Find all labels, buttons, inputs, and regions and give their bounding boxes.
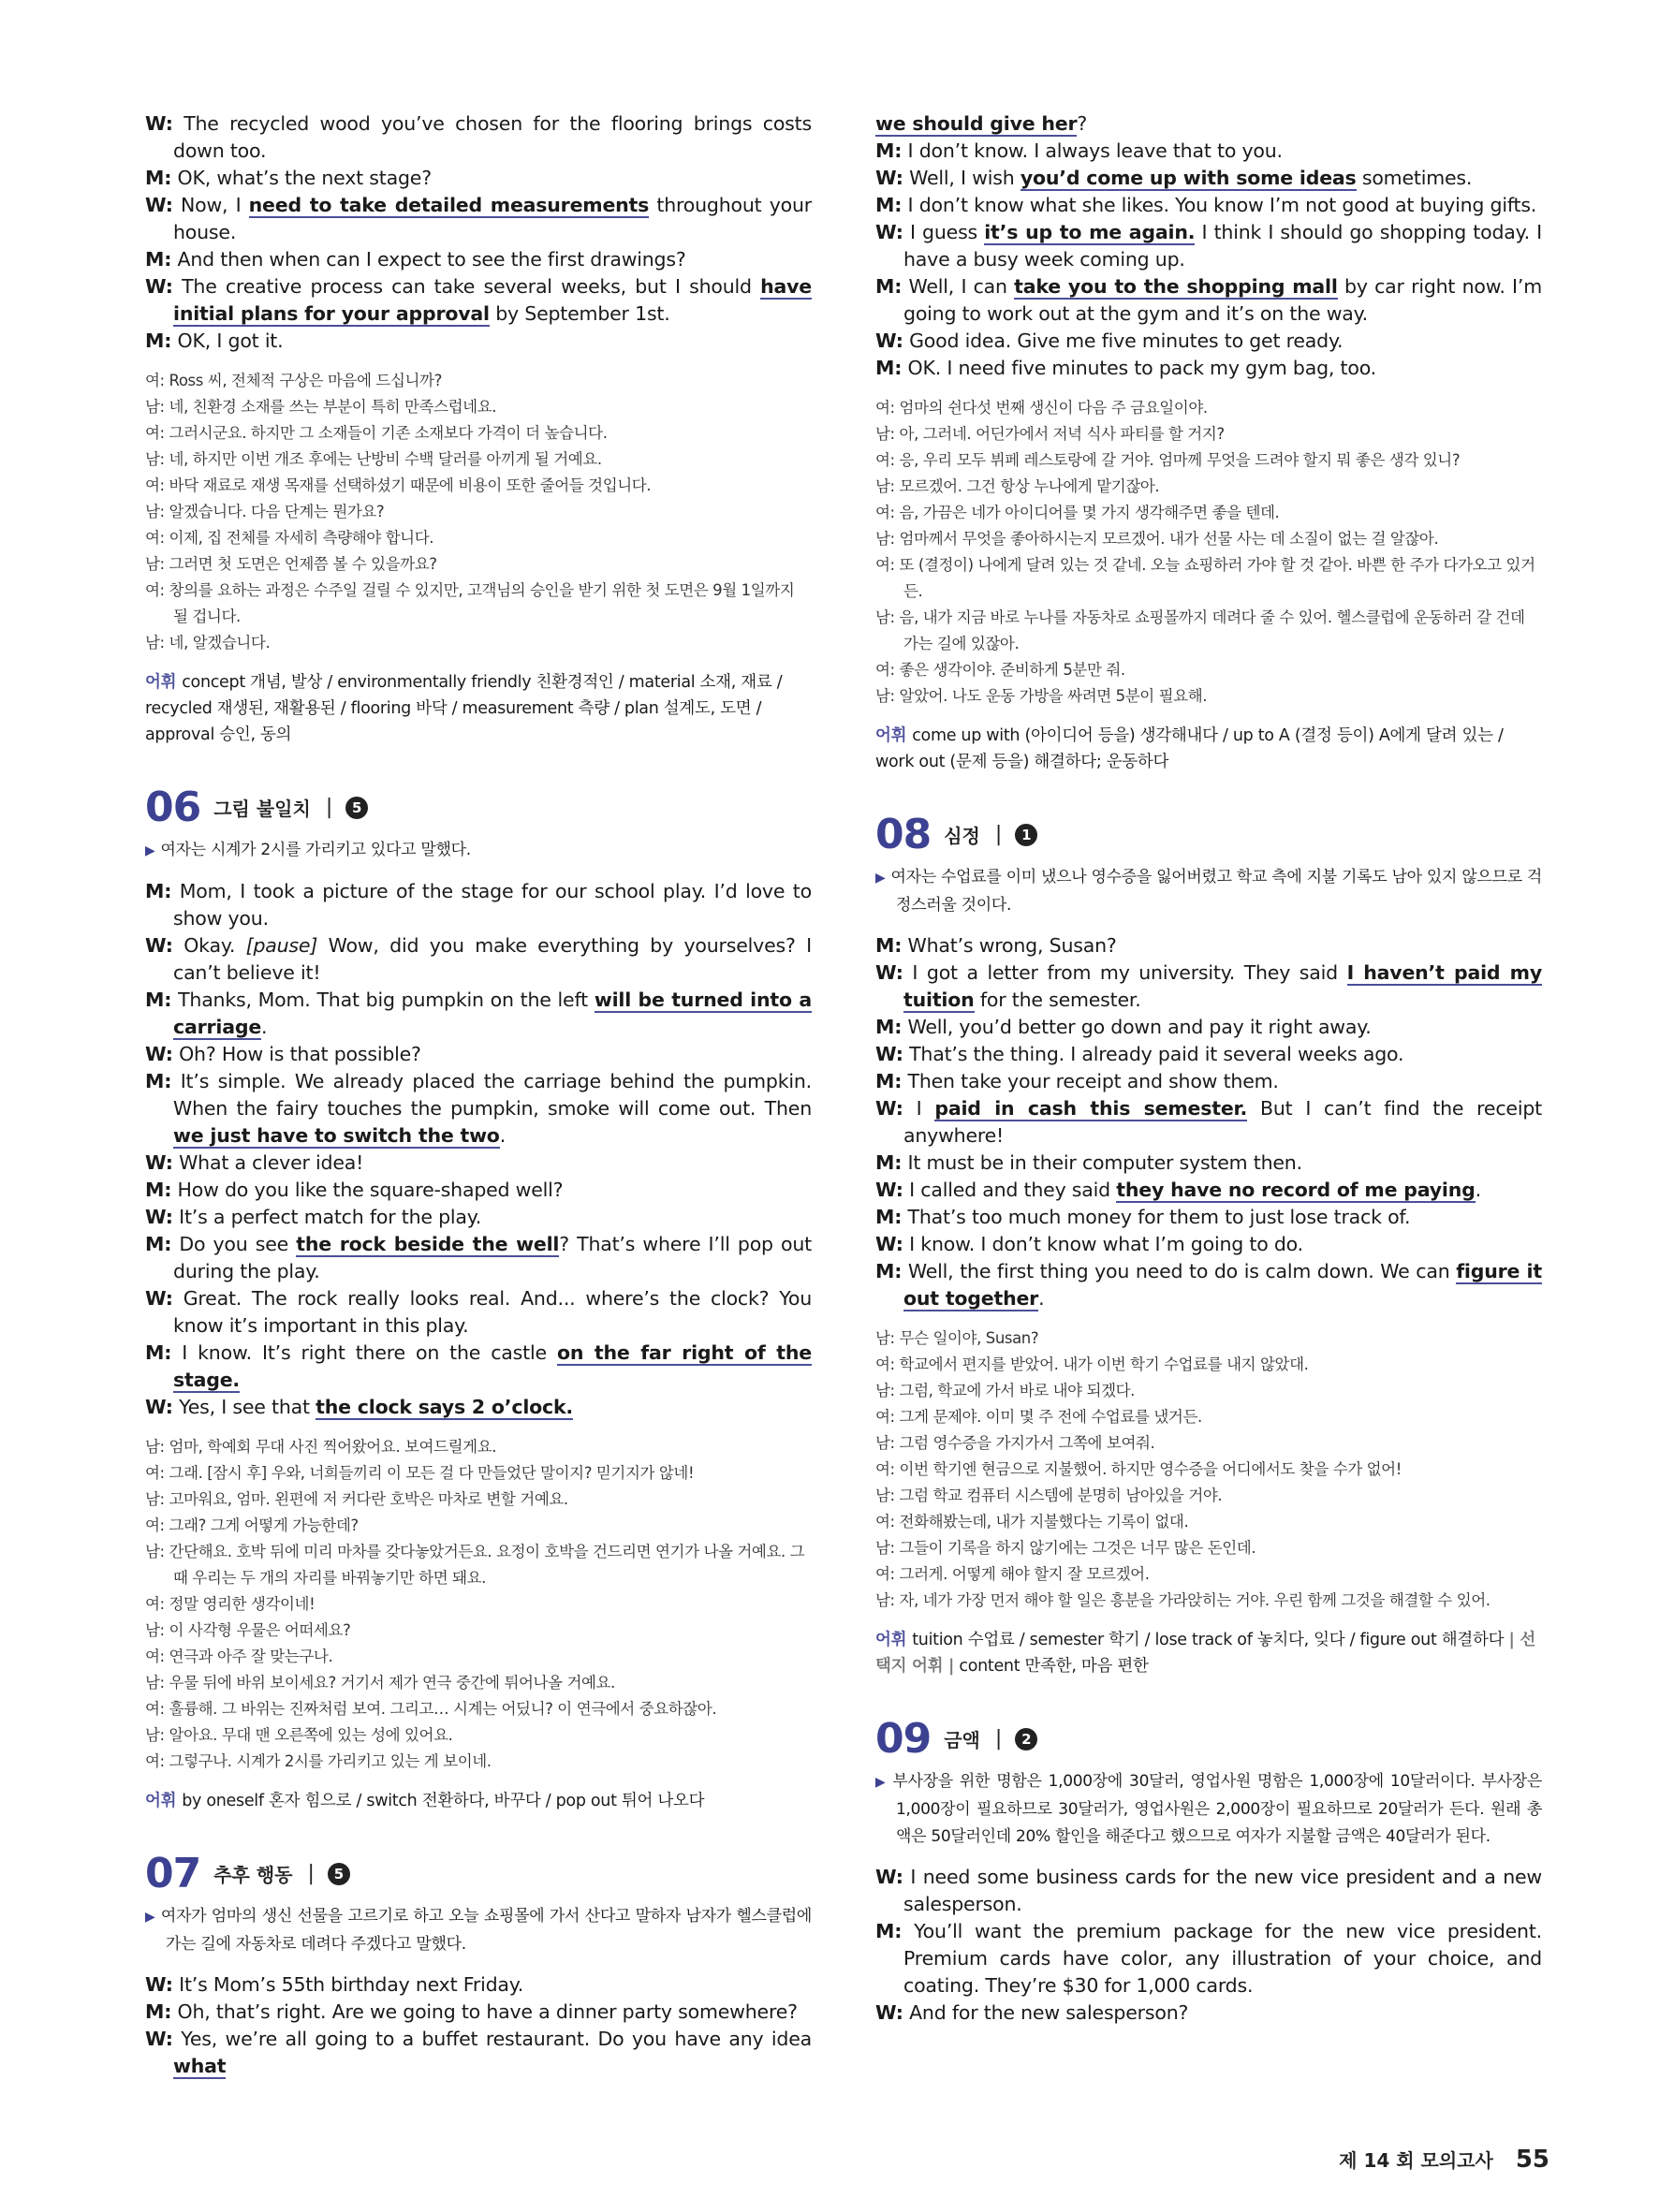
dialogue-line <box>145 273 812 328</box>
dialogue-text: Oh, that’s right. Are we going to have a dinner party somewhere? <box>177 2000 798 2023</box>
divider: | <box>307 1862 315 1885</box>
dialogue-line <box>875 1095 1542 1150</box>
speaker-label: W: <box>875 167 903 189</box>
speaker-label: M: <box>875 275 903 298</box>
translation-line: 남: 우물 뒤에 바위 보이세요? 거기서 제가 연극 중간에 튀어나올 거예요. <box>145 1674 615 1692</box>
dialogue-line <box>875 219 1542 273</box>
speaker-label: W: <box>145 112 173 135</box>
page-footer <box>1339 2146 1549 2174</box>
dialogue-line <box>875 273 1542 328</box>
explanation-text: 여자는 시계가 2시를 가리키고 있다고 말했다. <box>160 841 471 859</box>
dialogue-line <box>145 1150 812 1177</box>
dialogue-line <box>875 1068 1542 1095</box>
dialogue-text: ? That’s where I’ll pop out during the play. <box>173 1233 812 1282</box>
translation-line: 여: 그러게. 어떻게 해야 할지 잘 모르겠어. <box>875 1565 1150 1583</box>
exam-label: 제 14 회 모의고사 <box>1339 2149 1493 2172</box>
translation-line: 남: 네, 친환경 소재를 쓰는 부분이 특히 만족스럽네요. <box>145 398 497 416</box>
section-09-heading <box>875 1715 1542 1763</box>
section-09-explanation <box>875 1768 1542 1851</box>
translation-line: 여: 이제, 집 전체를 자세히 측량해야 합니다. <box>145 529 434 547</box>
underlined-phrase: the clock says 2 o’clock. <box>316 1396 574 1418</box>
dialogue-text: It’s simple. We already placed the carriage behind the pumpkin. When the fairy touches the pumpkin, smoke will come out. Then <box>173 1070 812 1120</box>
speaker-label: W: <box>145 1206 173 1228</box>
dialogue-text: Wow, did you make everything by yourselves? I can’t believe it! <box>173 934 812 984</box>
dialogue-line <box>875 165 1542 192</box>
dialogue-line <box>145 2026 812 2080</box>
translation-line: 남: 그러면 첫 도면은 언제쯤 볼 수 있을까요? <box>145 555 437 573</box>
dialogue-line <box>875 355 1542 382</box>
dialogue-text: It must be in their computer system then. <box>907 1151 1302 1174</box>
answer-badge: 5 <box>345 797 368 819</box>
dialogue-line <box>145 932 812 987</box>
section-06-heading <box>145 784 812 831</box>
dialogue-text: I <box>916 1097 935 1120</box>
dialogue-line <box>875 960 1542 1014</box>
dialogue-text: I know. It’s right there on the castle <box>182 1341 557 1364</box>
speaker-label: M: <box>145 1070 172 1092</box>
divider: | <box>325 796 333 819</box>
divider: | <box>994 1727 1003 1751</box>
dialogue-line <box>875 2000 1542 2027</box>
translation-line: 남: 음, 내가 지금 바로 누나를 자동차로 쇼핑몰까지 데려다 줄 수 있어. 헬스클럽에 운동하러 갈 건데 가는 길에 있잖아. <box>875 608 1525 652</box>
translation-line: 여: 바닥 재료로 재생 목재를 선택하셨기 때문에 비용이 또한 줄어들 것입니다. <box>145 476 652 494</box>
speaker-label: M: <box>145 1341 172 1364</box>
answer-badge: 1 <box>1015 824 1037 846</box>
dialogue-text: What a clever idea! <box>179 1151 364 1174</box>
translation-line: 여: 연극과 아주 잘 맞는구나. <box>145 1648 333 1665</box>
dialogue-text: Thanks, Mom. That big pumpkin on the left <box>178 989 595 1011</box>
divider: | <box>994 823 1003 846</box>
section-title: 심정 <box>944 825 980 847</box>
speaker-label: M: <box>145 1179 172 1201</box>
translation-line: 남: 무슨 일이야, Susan? <box>875 1329 1039 1347</box>
underlined-phrase: will be turned into a carriage <box>173 989 812 1038</box>
section-08-korean <box>875 1326 1542 1614</box>
dialogue-text: Oh? How is that possible? <box>179 1043 421 1065</box>
dialogue-text: It’s a perfect match for the play. <box>179 1206 482 1228</box>
dialogue-text: It’s Mom’s 55th birthday next Friday. <box>179 1973 524 1996</box>
vocab-text-b: content 만족한, 마음 편한 <box>959 1657 1149 1676</box>
intro-korean <box>145 368 812 656</box>
section-06-vocab: 어휘 by oneself 혼자 힘으로 / switch 전환하다, 바꾸다 / pop out 튀어 나오다 <box>145 1792 705 1810</box>
translation-line: 남: 엄마께서 무엇을 좋아하시는지 모르겠어. 내가 선물 사는 데 소질이 없는 걸 알잖아. <box>875 530 1439 548</box>
speaker-label: M: <box>875 1151 903 1174</box>
dialogue-line <box>145 1971 812 1999</box>
speaker-label: W: <box>145 934 173 957</box>
dialogue-text: That’s the thing. I already paid it several weeks ago. <box>909 1043 1404 1065</box>
translation-line: 남: 이 사각형 우물은 어떠세요? <box>145 1621 351 1639</box>
triangle-icon: ▶ <box>145 843 155 858</box>
section-07-explanation <box>145 1903 812 1958</box>
dialogue-line <box>875 1918 1542 2000</box>
translation-line: 남: 알아요. 무대 맨 오른쪽에 있는 성에 있어요. <box>145 1726 453 1744</box>
translation-line: 남: 그들이 기록을 하지 않기에는 그것은 너무 많은 돈인데. <box>875 1539 1256 1557</box>
dialogue-text: . <box>1038 1287 1045 1310</box>
translation-line: 남: 네, 하지만 이번 개조 후에는 난방비 수백 달러를 아끼게 될 거예요. <box>145 450 602 468</box>
section-08-explanation <box>875 864 1542 919</box>
dialogue-text: [pause] <box>245 934 318 957</box>
translation-line: 남: 그럼 학교 컴퓨터 시스템에 분명히 남아있을 거야. <box>875 1487 1223 1504</box>
explanation-text: 부사장을 위한 명함은 1,000장에 30달러, 영업사원 명함은 1,000장에 10달러이다. 부사장은 1,000장이 필요하므로 30달러가, 영업사원은 2,000장이 필요하므로 20달러가 든다. 원래 총액은 50달러인데 20% 할인을 해준다고 했으므로 여자가 지불할 금액은 40달러가 된다. <box>892 1772 1543 1846</box>
translation-line: 남: 간단해요. 호박 뒤에 미리 마차를 갖다놓았거든요. 요정이 호박을 건드리면 연기가 나올 거예요. 그때 우리는 두 개의 자리를 바꿔놓기만 하면 돼요. <box>145 1543 805 1587</box>
dialogue-text: And for the new salesperson? <box>909 2001 1189 2024</box>
dialogue-line <box>875 1177 1542 1204</box>
speaker-label: W: <box>875 221 903 243</box>
dialogue-text: by September 1st. <box>489 302 670 325</box>
speaker-label: W: <box>875 1233 903 1255</box>
underlined-phrase: we just have to switch the two <box>173 1124 500 1147</box>
speaker-label: M: <box>145 167 172 189</box>
dialogue-text: OK, what’s the next stage? <box>177 167 432 189</box>
translation-line: 남: 네, 알겠습니다. <box>145 634 271 652</box>
speaker-label: W: <box>145 275 173 298</box>
section-title: 추후 행동 <box>213 1864 293 1886</box>
speaker-label: W: <box>875 1179 903 1201</box>
speaker-label: M: <box>145 989 172 1011</box>
underlined-phrase: what <box>173 2055 227 2077</box>
dialogue-line <box>145 1231 812 1285</box>
speaker-label: M: <box>875 1206 903 1228</box>
underlined-phrase: it’s up to me again. <box>984 221 1196 243</box>
speaker-label: W: <box>145 1396 173 1418</box>
vocab-tag: 어휘 <box>145 673 177 692</box>
dialogue-text: Yes, we’re all going to a buffet restaurant. Do you have any idea <box>181 2028 812 2050</box>
translation-line: 남: 그럼 영수증을 가지가서 그쪽에 보여줘. <box>875 1434 1155 1452</box>
dialogue-text: I got a letter from my university. They said <box>912 961 1347 984</box>
speaker-label: M: <box>875 1070 903 1092</box>
dialogue-text: Well, I can <box>908 275 1015 298</box>
translation-line: 여: 전화해봤는데, 내가 지불했다는 기록이 없대. <box>875 1513 1189 1531</box>
dialogue-text: Well, I wish <box>909 167 1021 189</box>
section-title: 그림 불일치 <box>213 798 311 820</box>
underlined-phrase: figure it out together <box>903 1260 1542 1310</box>
dialogue-text: Mom, I took a picture of the stage for our school play. I’d love to show you. <box>173 880 812 930</box>
dialogue-text: I guess <box>910 221 985 243</box>
dialogue-line <box>875 192 1542 219</box>
section-06-korean <box>145 1434 812 1775</box>
dialogue-text: And then when can I expect to see the first drawings? <box>177 248 686 271</box>
translation-line: 여: 엄마의 쉰다섯 번째 생신이 다음 주 금요일이야. <box>875 399 1208 417</box>
dialogue-text: How do you like the square-shaped well? <box>177 1179 564 1201</box>
vocab-tag: 어휘 <box>875 726 907 745</box>
underlined-phrase: the rock beside the well <box>296 1233 560 1255</box>
section-07-heading <box>145 1850 812 1897</box>
dialogue-text: by car right now. I’m going to work out at the gym and it’s on the way. <box>903 275 1542 325</box>
dialogue-text: Yes, I see that <box>179 1396 316 1418</box>
dialogue-line <box>145 1285 812 1340</box>
dialogue-text: I don’t know. I always leave that to you. <box>907 139 1283 162</box>
dialogue-line <box>875 110 1542 138</box>
speaker-label: M: <box>145 2000 172 2023</box>
dialogue-text: . <box>499 1124 507 1147</box>
dialogue-line <box>145 1394 812 1421</box>
section-09-dialogue <box>875 1864 1542 2027</box>
dialogue-line <box>145 110 812 165</box>
speaker-label: W: <box>875 2001 903 2024</box>
speaker-label: M: <box>145 1233 172 1255</box>
dialogue-line <box>145 1340 812 1394</box>
dialogue-line <box>875 932 1542 960</box>
dialogue-line <box>875 1014 1542 1041</box>
vocab-tag: 어휘 <box>145 1792 177 1810</box>
translation-line: 여: 훌륭해. 그 바위는 진짜처럼 보여. 그리고… 시계는 어딨니? 이 연극에서 중요하잖아. <box>145 1700 717 1718</box>
translation-line: 여: 이번 학기엔 현금으로 지불했어. 하지만 영수증을 어디에서도 찾을 수가 없어! <box>875 1460 1402 1478</box>
dialogue-text: OK. I need five minutes to pack my gym bag, too. <box>907 357 1376 379</box>
dialogue-text: sometimes. <box>1356 167 1473 189</box>
translation-line: 남: 알았어. 나도 운동 가방을 싸려면 5분이 필요해. <box>875 687 1208 705</box>
section-06-explanation <box>145 837 812 865</box>
section-number: 08 <box>875 811 932 858</box>
speaker-label: M: <box>875 1260 903 1282</box>
dialogue-line <box>875 1258 1542 1312</box>
speaker-label: W: <box>875 961 903 984</box>
translation-line: 남: 엄마, 학예회 무대 사진 찍어왔어요. 보여드릴게요. <box>145 1438 497 1456</box>
section-number: 06 <box>145 784 201 831</box>
speaker-label: M: <box>875 194 903 216</box>
dialogue-line <box>145 1999 812 2026</box>
speaker-label: W: <box>145 1043 173 1065</box>
dialogue-text: Well, the first thing you need to do is calm down. We can <box>907 1260 1457 1282</box>
dialogue-text: What’s wrong, Susan? <box>907 934 1117 957</box>
dialogue-line <box>145 987 812 1041</box>
dialogue-text: I don’t know what she likes. You know I’m not good at buying gifts. <box>907 194 1537 216</box>
translation-line: 남: 아, 그러네. 어딘가에서 저녁 식사 파티를 할 거지? <box>875 425 1225 443</box>
translation-line: 남: 그럼, 학교에 가서 바로 내야 되겠다. <box>875 1382 1136 1399</box>
dialogue-line <box>875 138 1542 165</box>
translation-line: 남: 모르겠어. 그건 항상 누나에게 맡기잖아. <box>875 477 1160 495</box>
dialogue-text: The recycled wood you’ve chosen for the flooring brings costs down too. <box>173 112 812 162</box>
dialogue-text: I think I should go shopping today. I have a busy week coming up. <box>903 221 1542 271</box>
section-number: 07 <box>145 1850 201 1897</box>
translation-line: 여: Ross 씨, 전체적 구상은 마음에 드십니까? <box>145 372 442 389</box>
dialogue-line <box>875 1864 1542 1918</box>
speaker-label: W: <box>875 1097 903 1120</box>
dialogue-line <box>145 878 812 932</box>
dialogue-text: throughout your house. <box>173 194 812 243</box>
translation-line: 여: 그러시군요. 하지만 그 소재들이 기존 소재보다 가격이 더 높습니다. <box>145 424 608 442</box>
section-title: 금액 <box>944 1729 980 1751</box>
translation-line: 남: 알겠습니다. 다음 단계는 뭔가요? <box>145 503 385 520</box>
speaker-label: M: <box>145 330 172 352</box>
speaker-label: W: <box>875 1866 903 1888</box>
dialogue-line <box>145 1204 812 1231</box>
intro-dialogue <box>145 110 812 355</box>
speaker-label: W: <box>145 1151 173 1174</box>
dialogue-line <box>875 1041 1542 1068</box>
speaker-label: W: <box>875 330 903 352</box>
left-column <box>145 110 812 2080</box>
translation-line: 여: 그래. [잠시 후] 우와, 너희들끼리 이 모든 걸 다 만들었단 말이지? 믿기지가 않네! <box>145 1464 695 1482</box>
dialogue-text: I need some business cards for the new vice president and a new salesperson. <box>903 1866 1542 1915</box>
dialogue-text: . <box>261 1016 268 1038</box>
section-08-dialogue <box>875 932 1542 1312</box>
vocab-tag: 어휘 <box>875 1631 907 1649</box>
explanation-text: 여자는 수업료를 이미 냈으나 영수증을 잃어버렸고 학교 측에 지불 기록도 남아 있지 않으므로 걱정스러울 것이다. <box>890 868 1542 915</box>
intro-vocab: 어휘 concept 개념, 발상 / environmentally friendly 친환경적인 / material 소재, 재료 / recycled 재생된, 재활용된 / flooring 바닥 / measurement 측량 / plan 설계도, 도면 / approval 승인, 동의 <box>145 673 783 744</box>
dialogue-text: Good idea. Give me five minutes to get ready. <box>909 330 1344 352</box>
underlined-phrase: paid in cash this semester. <box>934 1097 1248 1120</box>
translation-line: 여: 창의를 요하는 과정은 수주일 걸릴 수 있지만, 고객님의 승인을 받기 위한 첫 도면은 9월 1일까지 될 겁니다. <box>145 581 795 625</box>
translation-line: 여: 그게 문제야. 이미 몇 주 전에 수업료를 냈거든. <box>875 1408 1202 1426</box>
speaker-label: M: <box>875 357 903 379</box>
dialogue-text: Now, I <box>181 194 249 216</box>
translation-line: 남: 자, 네가 가장 먼저 해야 할 일은 흥분을 가라앉히는 거야. 우린 함께 그것을 해결할 수 있어. <box>875 1591 1490 1609</box>
section-07-vocab: 어휘 come up with (아이디어 등을) 생각해내다 / up to A (결정 등이) A에게 달려 있는 / work out (문제 등을) 해결하다; 운동하다 <box>875 726 1504 771</box>
speaker-label: W: <box>875 1043 903 1065</box>
section-07-dialogue-continued <box>875 110 1542 382</box>
dialogue-line <box>145 1068 812 1150</box>
dialogue-text: That’s too much money for them to just lose track of. <box>907 1206 1411 1228</box>
dialogue-line <box>875 1204 1542 1231</box>
section-08-vocab <box>875 1627 1542 1679</box>
dialogue-text: You’ll want the premium package for the new vice president. Premium cards have color, any illustration of your choice, and coating. They’re $30 for 1,000 cards. <box>903 1920 1542 1997</box>
underlined-phrase: I haven’t paid my tuition <box>903 961 1542 1011</box>
choice-vocab-label: | 선택지 어휘 | <box>875 1631 1535 1676</box>
right-column <box>875 110 1542 2027</box>
dialogue-text: OK, I got it. <box>177 330 284 352</box>
dialogue-text: for the semester. <box>974 989 1141 1011</box>
dialogue-text: The creative process can take several weeks, but I should <box>182 275 761 298</box>
section-number: 09 <box>875 1715 932 1763</box>
speaker-label: M: <box>145 248 172 271</box>
translation-line: 여: 정말 영리한 생각이네! <box>145 1595 316 1613</box>
translation-line: 여: 또 (결정이) 나에게 달려 있는 것 같네. 오늘 쇼핑하러 가야 할 것 같아. 바쁜 한 주가 다가오고 있거든. <box>875 556 1535 600</box>
speaker-label: W: <box>145 1287 173 1310</box>
section-07-korean <box>875 395 1542 710</box>
dialogue-text: . <box>1475 1179 1481 1201</box>
translation-line: 여: 응, 우리 모두 뷔페 레스토랑에 갈 거야. 엄마께 무엇을 드려야 할지 뭐 좋은 생각 있니? <box>875 451 1461 469</box>
dialogue-text: I know. I don’t know what I’m going to do. <box>909 1233 1303 1255</box>
underlined-phrase: we should give her <box>875 112 1078 135</box>
section-07-dialogue <box>145 1971 812 2080</box>
dialogue-text: Well, you’d better go down and pay it right away. <box>907 1016 1372 1038</box>
dialogue-line <box>145 165 812 192</box>
dialogue-line <box>145 328 812 355</box>
triangle-icon: ▶ <box>145 1910 155 1925</box>
dialogue-line <box>145 1041 812 1068</box>
speaker-label: W: <box>145 194 173 216</box>
translation-line: 여: 음, 가끔은 네가 아이디어를 몇 가지 생각해주면 좋을 텐데. <box>875 504 1280 521</box>
dialogue-line <box>145 1177 812 1204</box>
speaker-label: M: <box>875 934 903 957</box>
dialogue-line <box>875 1231 1542 1258</box>
speaker-label: M: <box>875 1920 903 1942</box>
dialogue-text: ? <box>1077 112 1088 135</box>
triangle-icon: ▶ <box>875 1775 888 1790</box>
answer-badge: 5 <box>328 1863 350 1885</box>
speaker-label: W: <box>145 1973 173 1996</box>
dialogue-text: I called and they said <box>909 1179 1117 1201</box>
translation-line: 여: 좋은 생각이야. 준비하게 5분만 줘. <box>875 661 1125 679</box>
dialogue-text: Okay. <box>184 934 246 957</box>
section-06-dialogue <box>145 878 812 1421</box>
dialogue-line <box>145 246 812 273</box>
dialogue-line <box>875 1150 1542 1177</box>
underlined-phrase: you’d come up with some ideas <box>1020 167 1357 189</box>
dialogue-text: Great. The rock really looks real. And... where’s the clock? You know it’s important in this play. <box>173 1287 812 1337</box>
section-08-heading <box>875 811 1542 858</box>
dialogue-text: Do you see <box>179 1233 297 1255</box>
underlined-phrase: have initial plans for your approval <box>173 275 812 325</box>
speaker-label: W: <box>145 2028 173 2050</box>
dialogue-line <box>145 192 812 246</box>
dialogue-text: Then take your receipt and show them. <box>907 1070 1279 1092</box>
translation-line: 남: 고마워요, 엄마. 왼편에 저 커다란 호박은 마차로 변할 거예요. <box>145 1490 568 1508</box>
translation-line: 여: 그래? 그게 어떻게 가능한데? <box>145 1516 359 1534</box>
underlined-phrase: need to take detailed measurements <box>248 194 650 216</box>
translation-line: 여: 학교에서 편지를 받았어. 내가 이번 학기 수업료를 내지 않았대. <box>875 1355 1309 1373</box>
answer-badge: 2 <box>1015 1728 1037 1751</box>
dialogue-text: But I can’t find the receipt anywhere! <box>903 1097 1542 1147</box>
underlined-phrase: take you to the shopping mall <box>1014 275 1338 298</box>
dialogue-line <box>875 328 1542 355</box>
translation-line: 여: 그렇구나. 시계가 2시를 가리키고 있는 게 보이네. <box>145 1752 492 1770</box>
speaker-label: M: <box>145 880 172 902</box>
speaker-label: M: <box>875 1016 903 1038</box>
triangle-icon: ▶ <box>875 871 886 886</box>
underlined-phrase: on the far right of the stage. <box>173 1341 812 1391</box>
explanation-text: 여자가 엄마의 생신 선물을 고르기로 하고 오늘 쇼핑몰에 가서 산다고 말하자 남자가 헬스클럽에 가는 길에 자동차로 데려다 주겠다고 말했다. <box>160 1907 813 1954</box>
speaker-label: M: <box>875 139 903 162</box>
page-number: 55 <box>1515 2146 1549 2174</box>
vocab-text-a: 어휘 tuition 수업료 / semester 학기 / lose track of 놓치다, 잊다 / figure out 해결하다 <box>875 1631 1505 1649</box>
underlined-phrase: they have no record of me paying <box>1116 1179 1476 1201</box>
